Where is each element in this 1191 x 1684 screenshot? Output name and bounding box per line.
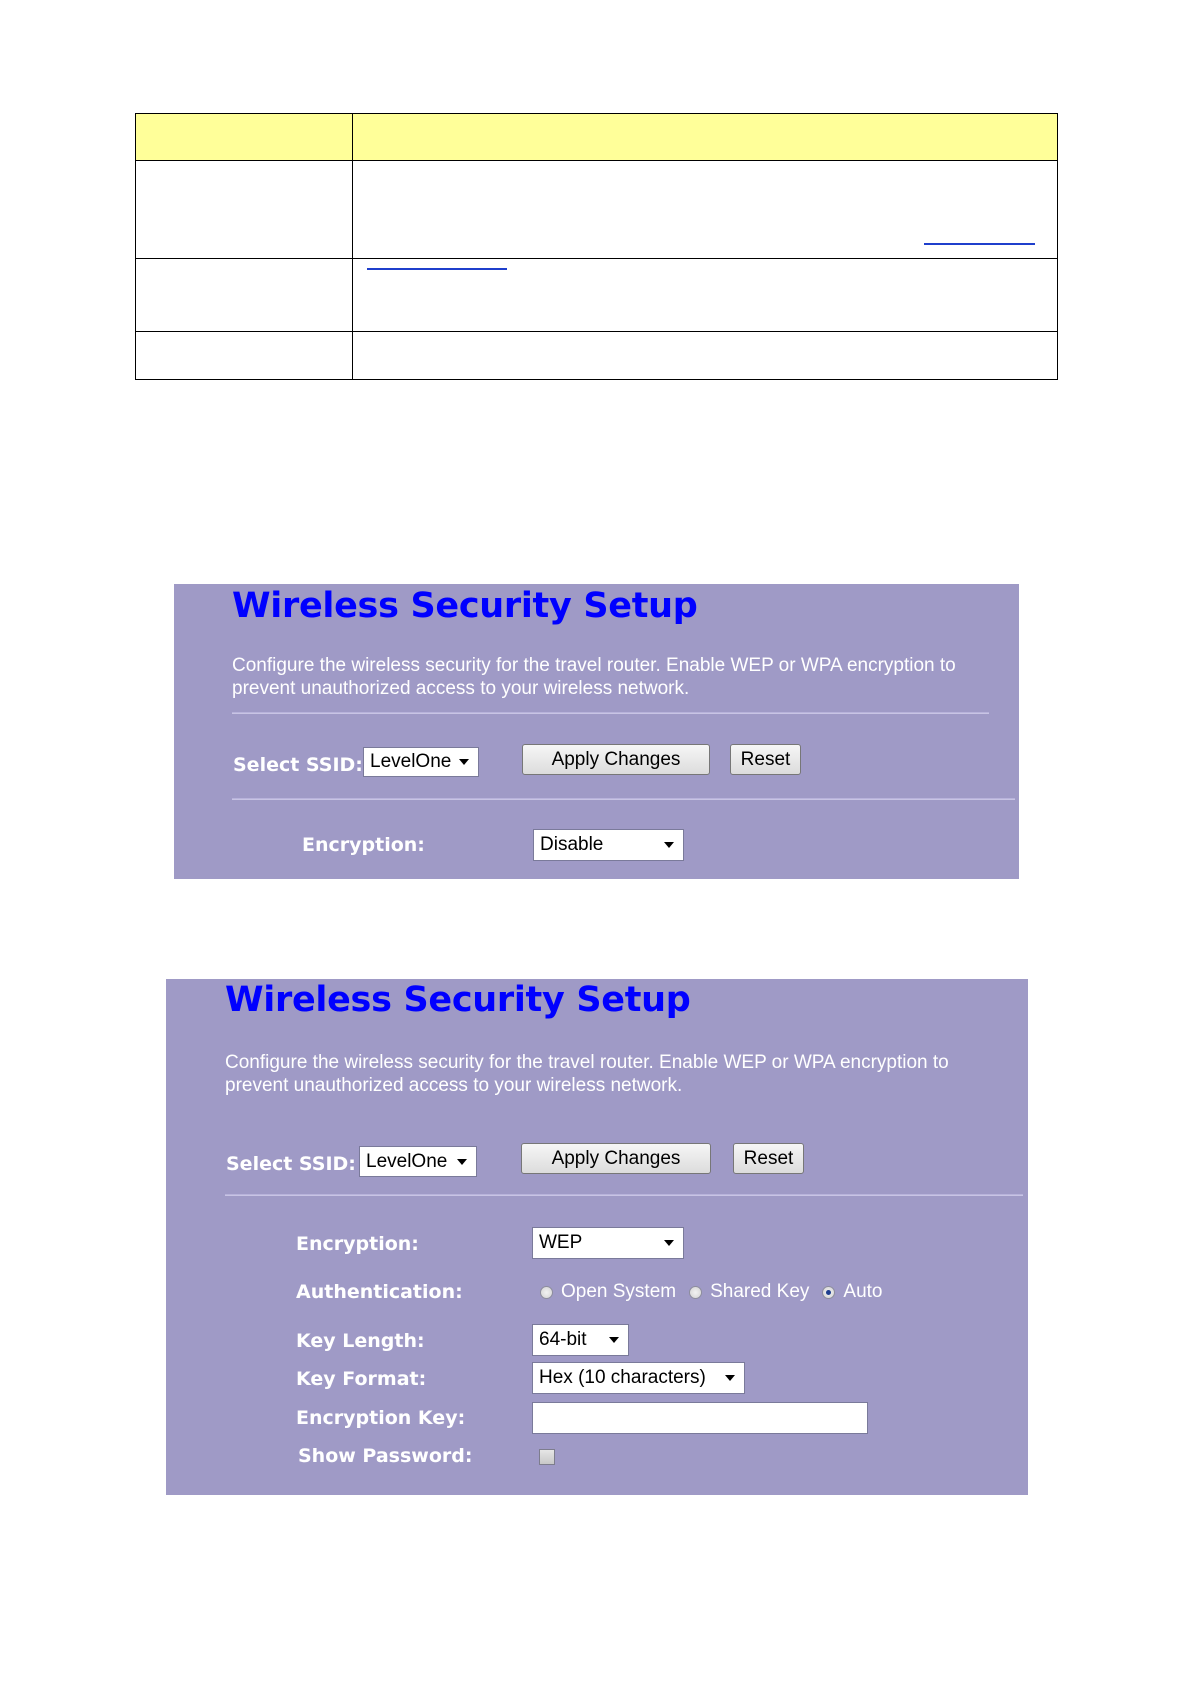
ssid-label: Select SSID: [226,1153,356,1175]
encryption-label: Encryption: [302,834,425,856]
chevron-down-icon [664,1240,674,1246]
hyperlink-underline[interactable] [367,268,507,270]
table-cell [136,161,353,259]
encryption-label: Encryption: [296,1233,419,1255]
key-format-select[interactable] [532,1362,745,1394]
table-cell [136,259,353,332]
page-title: Wireless Security Setup [225,980,691,1020]
document-table [135,113,1058,380]
authentication-label: Authentication: [296,1281,463,1303]
radio-label-shared-key: Shared Key [710,1281,810,1302]
key-format-label: Key Format: [296,1368,427,1390]
divider [232,712,989,714]
radio-open-system[interactable] [540,1286,553,1299]
page-description: Configure the wireless security for the travel router. Enable WEP or WPA encryption to prevent unauthorized access to your wireless network. [232,655,956,699]
show-password-checkbox[interactable] [539,1449,555,1465]
chevron-down-icon [609,1337,619,1343]
table-row [136,161,1058,259]
hyperlink-underline[interactable] [924,243,1035,245]
encryption-key-input[interactable] [532,1402,868,1434]
chevron-down-icon [457,1159,467,1165]
ssid-select[interactable] [359,1146,477,1177]
authentication-radio-group [540,1281,896,1303]
key-length-label: Key Length: [296,1330,425,1352]
table-header-cell [353,114,1058,161]
table-cell [353,161,1058,259]
encryption-select[interactable] [532,1227,684,1259]
chevron-down-icon [725,1375,735,1381]
table-row [136,259,1058,332]
encryption-key-label: Encryption Key: [296,1407,466,1429]
table-row [136,332,1058,380]
radio-label-auto: Auto [843,1281,883,1302]
chevron-down-icon [664,842,674,848]
ssid-select[interactable] [363,747,479,777]
key-length-select-value: 64-bit [539,1329,587,1350]
encryption-select[interactable] [533,829,684,861]
apply-changes-button[interactable]: Apply Changes [521,1143,711,1174]
ssid-select-value: LevelOne [370,751,452,772]
show-password-label: Show Password: [298,1445,473,1467]
divider [232,798,1015,800]
apply-changes-button[interactable]: Apply Changes [522,744,710,775]
table-cell [136,332,353,380]
key-length-select[interactable] [532,1324,629,1356]
divider [225,1194,1023,1196]
table-header-cell [136,114,353,161]
table-header-row [136,114,1058,161]
page-description: Configure the wireless security for the travel router. Enable WEP or WPA encryption to prevent unauthorized access to your wireless network. [225,1052,949,1096]
table-cell [353,332,1058,380]
encryption-select-value: Disable [540,834,604,855]
page-title: Wireless Security Setup [232,586,698,626]
reset-button[interactable]: Reset [733,1143,804,1174]
ssid-label: Select SSID: [233,754,363,776]
wireless-security-panel-wep [166,979,1028,1495]
encryption-select-value: WEP [539,1232,583,1253]
ssid-select-value: LevelOne [366,1150,448,1172]
wireless-security-panel-disabled [174,584,1019,879]
radio-label-open-system: Open System [561,1281,677,1302]
radio-shared-key[interactable] [689,1286,702,1299]
chevron-down-icon [459,759,469,765]
radio-auto[interactable] [822,1286,835,1299]
key-format-select-value: Hex (10 characters) [539,1367,706,1388]
reset-button[interactable]: Reset [730,744,801,775]
